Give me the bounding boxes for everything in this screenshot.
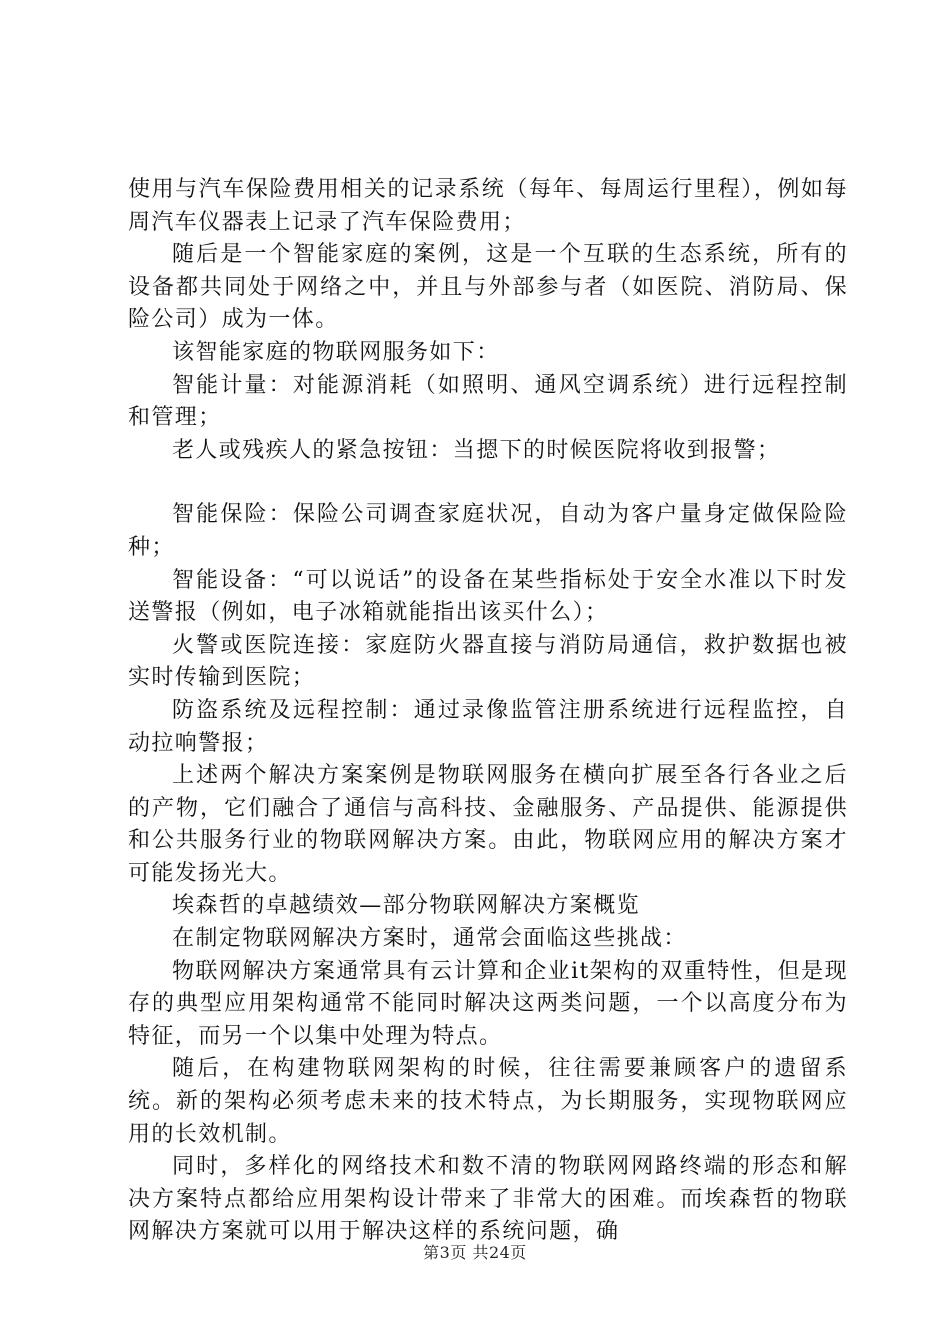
paragraph-services-intro: 该智能家庭的物联网服务如下：	[172, 339, 500, 365]
paragraph-dual-nature: 物联网解决方案通常具有云计算和企业it架构的双重特性，但是现存的典型应用架构通常不能同时解决这两类问题，一个以高度分布为特征，而另一个以集中处理为特点。	[128, 958, 848, 1049]
page-number-footer: 第3页 共24页	[423, 1243, 527, 1262]
paragraph-smart-metering: 智能计量：对能源消耗（如照明、通风空调系统）进行远程控制和管理；	[128, 372, 848, 431]
paragraph-fire-hospital: 火警或医院连接：家庭防火器直接与消防局通信，救护数据也被实时传输到医院；	[128, 632, 848, 691]
paragraph-network-diversity: 同时，多样化的网络技术和数不清的物联网网路终端的形态和解决方案特点都给应用架构设计带来了非常大的困难。而埃森哲的物联网解决方案就可以用于解决这样的系统问题，确	[128, 1154, 848, 1245]
paragraph-smart-devices: 智能设备：“可以说话”的设备在某些指标处于安全水准以下时发送警报（例如，电子冰箱就能指出该买什么）；	[128, 567, 848, 626]
paragraph-smart-home-case: 随后是一个智能家庭的案例，这是一个互联的生态系统，所有的设备都共同处于网络之中，并且与外部参与者（如医院、消防局、保险公司）成为一体。	[128, 242, 848, 333]
paragraph-solutions-summary: 上述两个解决方案案例是物联网服务在横向扩展至各行各业之后的产物，它们融合了通信与高科技、金融服务、产品提供、能源提供和公共服务行业的物联网解决方案。由此，物联网应用的解决方案才可能发扬光大。	[128, 763, 848, 886]
paragraph-challenges-intro: 在制定物联网解决方案时，通常会面临这些挑战：	[172, 926, 687, 952]
section-heading: 埃森哲的卓越绩效—部分物联网解决方案概览	[172, 893, 641, 919]
paragraph-smart-insurance: 智能保险：保险公司调查家庭状况，自动为客户量身定做保险险种；	[128, 502, 848, 560]
paragraph-insurance-records: 使用与汽车保险费用相关的记录系统（每年、每周运行里程），例如每周汽车仪器表上记录了汽车保险费用；	[128, 177, 848, 235]
paragraph-anti-theft: 防盗系统及远程控制：通过录像监管注册系统进行远程监控，自动拉响警报；	[128, 697, 848, 756]
paragraph-emergency-button: 老人或残疾人的紧急按钮：当摁下的时候医院将收到报警；	[172, 437, 781, 463]
document-body	[128, 174, 848, 1249]
paragraph-legacy-systems: 随后，在构建物联网架构的时候，往往需要兼顾客户的遗留系统。新的架构必须考虑未来的技术特点，为长期服务，实现物联网应用的长效机制。	[128, 1056, 848, 1147]
